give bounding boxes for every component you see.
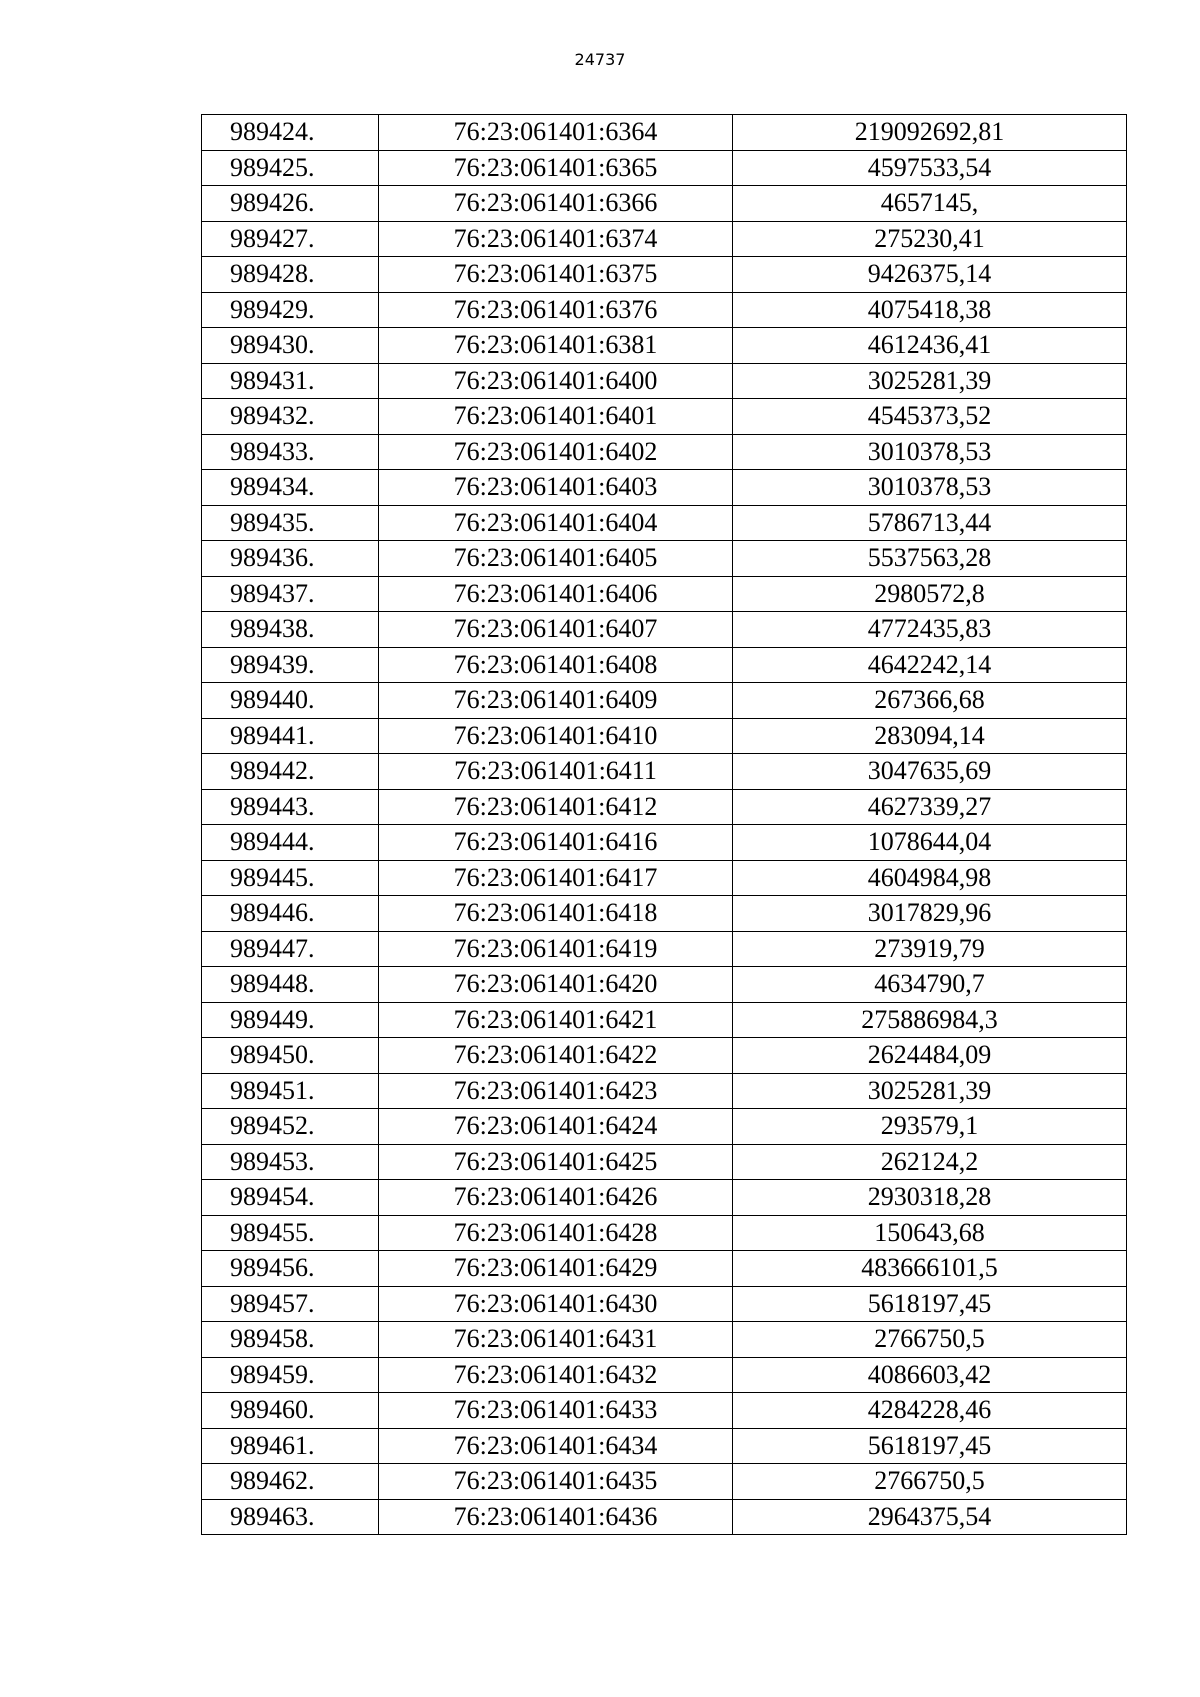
cadastral-value-table <box>201 114 1127 1535</box>
cadastral-value-cell: 5537563,28 <box>733 541 1127 577</box>
table-row <box>202 434 1127 470</box>
row-number-cell: 989447. <box>202 931 379 967</box>
row-number-cell: 989460. <box>202 1393 379 1429</box>
cadastral-value-cell: 150643,68 <box>733 1215 1127 1251</box>
row-number-cell: 989441. <box>202 718 379 754</box>
row-number-cell: 989428. <box>202 257 379 293</box>
cadastral-number-cell: 76:23:061401:6430 <box>379 1286 733 1322</box>
cadastral-number-cell: 76:23:061401:6420 <box>379 967 733 1003</box>
page-number: 24737 <box>574 50 626 69</box>
cadastral-number-cell: 76:23:061401:6374 <box>379 221 733 257</box>
row-number-cell: 989448. <box>202 967 379 1003</box>
row-number-cell: 989453. <box>202 1144 379 1180</box>
table-row <box>202 612 1127 648</box>
cadastral-value-cell: 4612436,41 <box>733 328 1127 364</box>
table-row <box>202 860 1127 896</box>
row-number-cell: 989424. <box>202 115 379 151</box>
cadastral-value-cell: 3010378,53 <box>733 434 1127 470</box>
cadastral-value-cell: 4597533,54 <box>733 150 1127 186</box>
cadastral-number-cell: 76:23:061401:6424 <box>379 1109 733 1145</box>
row-number-cell: 989435. <box>202 505 379 541</box>
cadastral-number-cell: 76:23:061401:6416 <box>379 825 733 861</box>
cadastral-number-cell: 76:23:061401:6419 <box>379 931 733 967</box>
table-row <box>202 470 1127 506</box>
table-row <box>202 150 1127 186</box>
cadastral-number-cell: 76:23:061401:6412 <box>379 789 733 825</box>
row-number-cell: 989445. <box>202 860 379 896</box>
cadastral-number-cell: 76:23:061401:6429 <box>379 1251 733 1287</box>
cadastral-value-cell: 267366,68 <box>733 683 1127 719</box>
row-number-cell: 989455. <box>202 1215 379 1251</box>
cadastral-number-cell: 76:23:061401:6436 <box>379 1499 733 1535</box>
table-row <box>202 1144 1127 1180</box>
cadastral-number-cell: 76:23:061401:6366 <box>379 186 733 222</box>
table-row <box>202 718 1127 754</box>
row-number-cell: 989451. <box>202 1073 379 1109</box>
cadastral-value-cell: 4657145, <box>733 186 1127 222</box>
cadastral-number-cell: 76:23:061401:6406 <box>379 576 733 612</box>
table-row <box>202 328 1127 364</box>
row-number-cell: 989449. <box>202 1002 379 1038</box>
cadastral-value-cell: 275886984,3 <box>733 1002 1127 1038</box>
cadastral-value-cell: 4627339,27 <box>733 789 1127 825</box>
cadastral-value-cell: 483666101,5 <box>733 1251 1127 1287</box>
cadastral-number-cell: 76:23:061401:6375 <box>379 257 733 293</box>
row-number-cell: 989429. <box>202 292 379 328</box>
row-number-cell: 989432. <box>202 399 379 435</box>
cadastral-value-cell: 2624484,09 <box>733 1038 1127 1074</box>
cadastral-value-cell: 2964375,54 <box>733 1499 1127 1535</box>
table-body <box>202 115 1127 1535</box>
table-row <box>202 541 1127 577</box>
cadastral-value-cell: 4772435,83 <box>733 612 1127 648</box>
cadastral-number-cell: 76:23:061401:6421 <box>379 1002 733 1038</box>
row-number-cell: 989436. <box>202 541 379 577</box>
row-number-cell: 989459. <box>202 1357 379 1393</box>
cadastral-value-cell: 1078644,04 <box>733 825 1127 861</box>
table-row <box>202 754 1127 790</box>
cadastral-number-cell: 76:23:061401:6434 <box>379 1428 733 1464</box>
table-row <box>202 1109 1127 1145</box>
cadastral-number-cell: 76:23:061401:6432 <box>379 1357 733 1393</box>
table-row <box>202 1251 1127 1287</box>
cadastral-value-cell: 4642242,14 <box>733 647 1127 683</box>
cadastral-value-cell: 4086603,42 <box>733 1357 1127 1393</box>
cadastral-value-cell: 4284228,46 <box>733 1393 1127 1429</box>
table-row <box>202 647 1127 683</box>
cadastral-number-cell: 76:23:061401:6410 <box>379 718 733 754</box>
table-row <box>202 1428 1127 1464</box>
table-row <box>202 1286 1127 1322</box>
table-row <box>202 789 1127 825</box>
row-number-cell: 989427. <box>202 221 379 257</box>
cadastral-number-cell: 76:23:061401:6417 <box>379 860 733 896</box>
row-number-cell: 989430. <box>202 328 379 364</box>
cadastral-number-cell: 76:23:061401:6364 <box>379 115 733 151</box>
row-number-cell: 989456. <box>202 1251 379 1287</box>
table-row <box>202 115 1127 151</box>
cadastral-value-cell: 283094,14 <box>733 718 1127 754</box>
cadastral-number-cell: 76:23:061401:6418 <box>379 896 733 932</box>
row-number-cell: 989425. <box>202 150 379 186</box>
table-row <box>202 931 1127 967</box>
table-row <box>202 1215 1127 1251</box>
cadastral-number-cell: 76:23:061401:6408 <box>379 647 733 683</box>
table-row <box>202 576 1127 612</box>
row-number-cell: 989439. <box>202 647 379 683</box>
table-row <box>202 1180 1127 1216</box>
cadastral-number-cell: 76:23:061401:6435 <box>379 1464 733 1500</box>
table-row <box>202 1357 1127 1393</box>
cadastral-number-cell: 76:23:061401:6428 <box>379 1215 733 1251</box>
table-row <box>202 186 1127 222</box>
cadastral-number-cell: 76:23:061401:6404 <box>379 505 733 541</box>
cadastral-number-cell: 76:23:061401:6400 <box>379 363 733 399</box>
row-number-cell: 989437. <box>202 576 379 612</box>
row-number-cell: 989454. <box>202 1180 379 1216</box>
table-row <box>202 1464 1127 1500</box>
cadastral-value-cell: 4634790,7 <box>733 967 1127 1003</box>
table-row <box>202 1002 1127 1038</box>
cadastral-value-cell: 293579,1 <box>733 1109 1127 1145</box>
table-row <box>202 292 1127 328</box>
cadastral-value-cell: 3025281,39 <box>733 1073 1127 1109</box>
cadastral-value-cell: 9426375,14 <box>733 257 1127 293</box>
cadastral-value-cell: 262124,2 <box>733 1144 1127 1180</box>
table-row <box>202 1393 1127 1429</box>
cadastral-value-cell: 4604984,98 <box>733 860 1127 896</box>
cadastral-value-cell: 3047635,69 <box>733 754 1127 790</box>
table-row <box>202 967 1127 1003</box>
table-row <box>202 363 1127 399</box>
cadastral-number-cell: 76:23:061401:6376 <box>379 292 733 328</box>
table-row <box>202 505 1127 541</box>
row-number-cell: 989461. <box>202 1428 379 1464</box>
cadastral-value-cell: 3025281,39 <box>733 363 1127 399</box>
cadastral-value-cell: 273919,79 <box>733 931 1127 967</box>
row-number-cell: 989463. <box>202 1499 379 1535</box>
table-row <box>202 683 1127 719</box>
cadastral-number-cell: 76:23:061401:6423 <box>379 1073 733 1109</box>
row-number-cell: 989426. <box>202 186 379 222</box>
cadastral-value-cell: 3010378,53 <box>733 470 1127 506</box>
row-number-cell: 989457. <box>202 1286 379 1322</box>
cadastral-number-cell: 76:23:061401:6431 <box>379 1322 733 1358</box>
row-number-cell: 989450. <box>202 1038 379 1074</box>
cadastral-value-cell: 4075418,38 <box>733 292 1127 328</box>
cadastral-number-cell: 76:23:061401:6433 <box>379 1393 733 1429</box>
row-number-cell: 989431. <box>202 363 379 399</box>
table-row <box>202 896 1127 932</box>
cadastral-number-cell: 76:23:061401:6401 <box>379 399 733 435</box>
cadastral-value-cell: 219092692,81 <box>733 115 1127 151</box>
row-number-cell: 989462. <box>202 1464 379 1500</box>
row-number-cell: 989438. <box>202 612 379 648</box>
table-row <box>202 221 1127 257</box>
cadastral-value-cell: 3017829,96 <box>733 896 1127 932</box>
cadastral-number-cell: 76:23:061401:6422 <box>379 1038 733 1074</box>
cadastral-number-cell: 76:23:061401:6411 <box>379 754 733 790</box>
cadastral-number-cell: 76:23:061401:6407 <box>379 612 733 648</box>
table-row <box>202 1322 1127 1358</box>
row-number-cell: 989433. <box>202 434 379 470</box>
cadastral-value-cell: 2930318,28 <box>733 1180 1127 1216</box>
table-row <box>202 825 1127 861</box>
row-number-cell: 989446. <box>202 896 379 932</box>
cadastral-value-cell: 275230,41 <box>733 221 1127 257</box>
row-number-cell: 989444. <box>202 825 379 861</box>
row-number-cell: 989458. <box>202 1322 379 1358</box>
cadastral-value-cell: 5786713,44 <box>733 505 1127 541</box>
cadastral-number-cell: 76:23:061401:6425 <box>379 1144 733 1180</box>
row-number-cell: 989442. <box>202 754 379 790</box>
cadastral-value-cell: 2980572,8 <box>733 576 1127 612</box>
row-number-cell: 989452. <box>202 1109 379 1145</box>
cadastral-value-cell: 5618197,45 <box>733 1286 1127 1322</box>
table-row <box>202 399 1127 435</box>
cadastral-number-cell: 76:23:061401:6409 <box>379 683 733 719</box>
row-number-cell: 989440. <box>202 683 379 719</box>
cadastral-number-cell: 76:23:061401:6381 <box>379 328 733 364</box>
cadastral-number-cell: 76:23:061401:6403 <box>379 470 733 506</box>
row-number-cell: 989443. <box>202 789 379 825</box>
table-row <box>202 1499 1127 1535</box>
cadastral-value-cell: 2766750,5 <box>733 1464 1127 1500</box>
cadastral-number-cell: 76:23:061401:6426 <box>379 1180 733 1216</box>
row-number-cell: 989434. <box>202 470 379 506</box>
cadastral-value-cell: 5618197,45 <box>733 1428 1127 1464</box>
cadastral-number-cell: 76:23:061401:6405 <box>379 541 733 577</box>
cadastral-value-cell: 4545373,52 <box>733 399 1127 435</box>
cadastral-number-cell: 76:23:061401:6402 <box>379 434 733 470</box>
cadastral-value-cell: 2766750,5 <box>733 1322 1127 1358</box>
table-row <box>202 257 1127 293</box>
table-row <box>202 1073 1127 1109</box>
table-row <box>202 1038 1127 1074</box>
cadastral-number-cell: 76:23:061401:6365 <box>379 150 733 186</box>
